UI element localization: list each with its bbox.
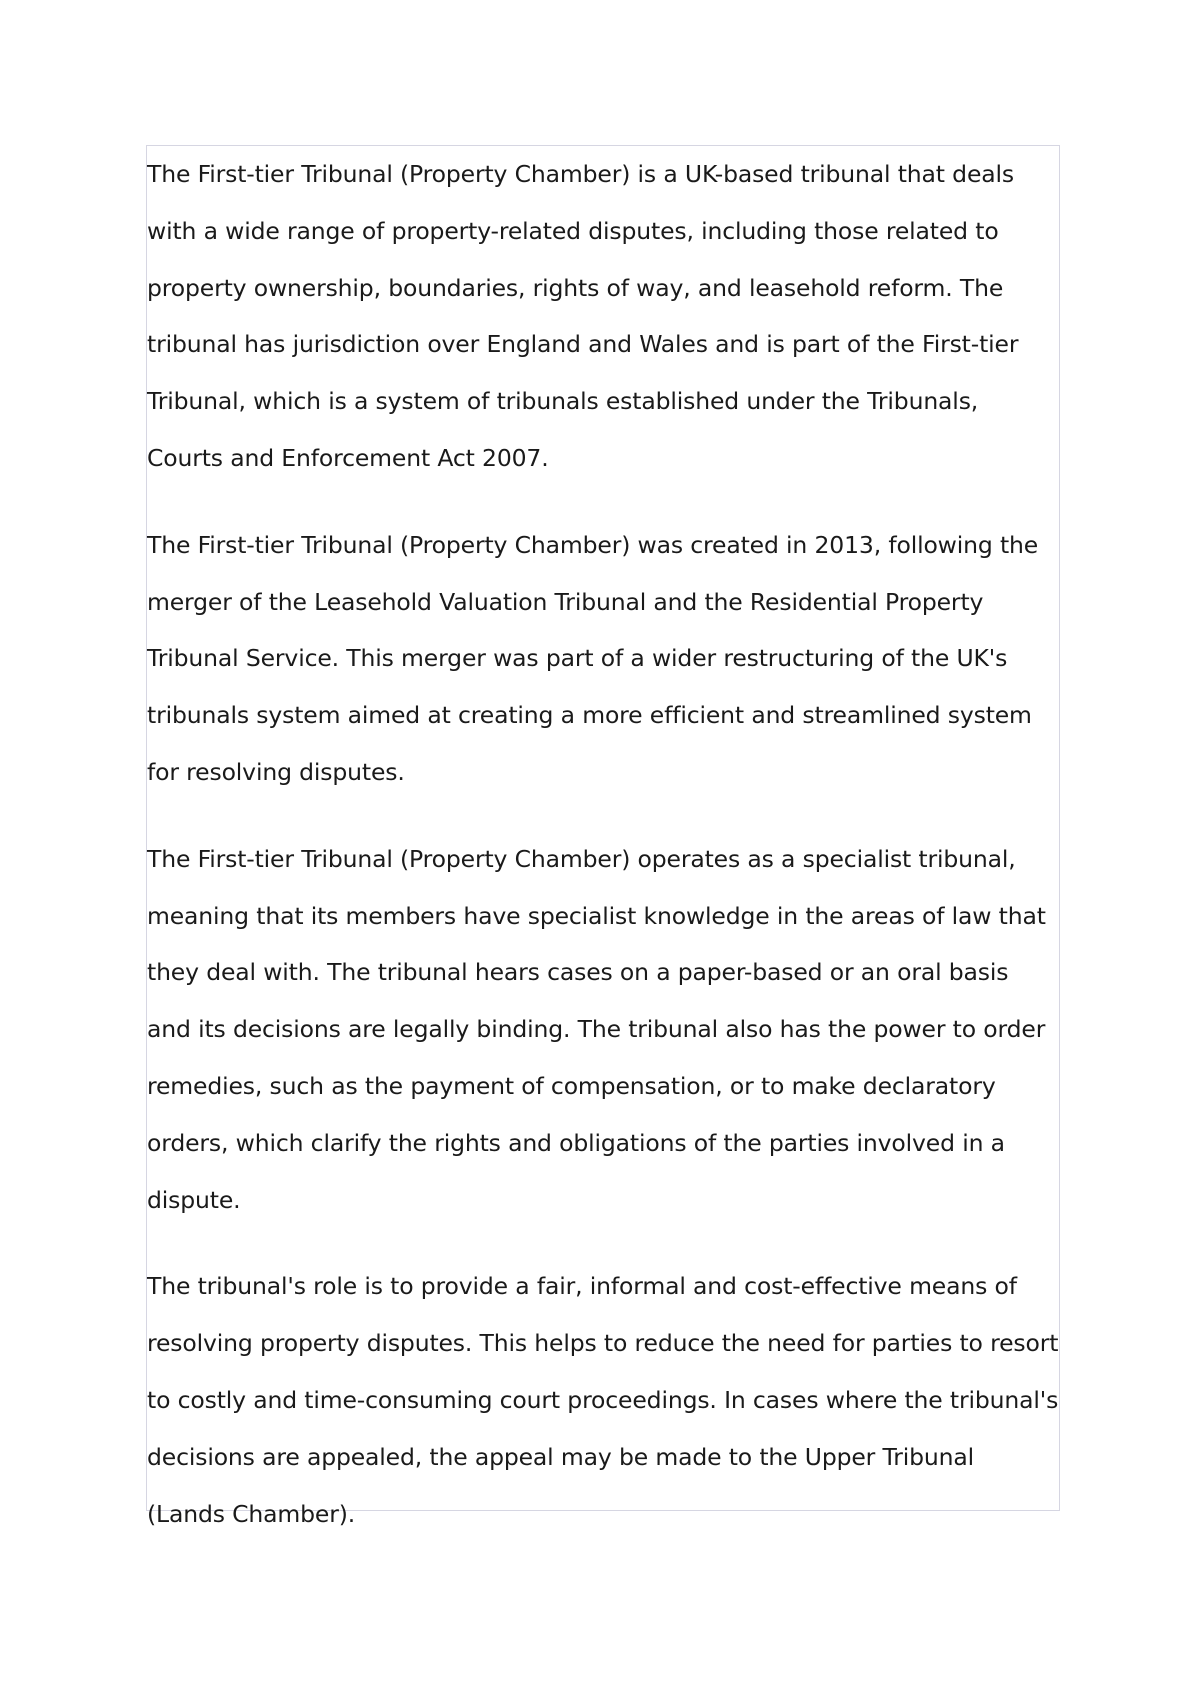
text-frame [146, 145, 1060, 1528]
paragraph-2: The First-tier Tribunal (Property Chamber) was created in 2013, following the merger of the Leasehold Valuation Tribunal and the Residential Property Tribunal Service. This merger was part of a wider restructuring of the UK's tribunals system aimed at creating a more efficient and streamlined system for resolving disputes. [147, 530, 1039, 786]
paragraph-3: The First-tier Tribunal (Property Chamber) operates as a specialist tribunal, meaning that its members have specialist knowledge in the areas of law that they deal with. The tribunal hears cases on a paper-based or an oral basis and its decisions are legally binding. The tribunal also has the power to order remedies, such as the payment of compensation, or to make declaratory orders, which clarify the rights and obligations of the parties involved in a dispute. [147, 844, 1046, 1214]
paragraph-4: The tribunal's role is to provide a fair, informal and cost-effective means of resolving property disputes. This helps to reduce the need for parties to resort to costly and time-consuming court proceedings. In cases where the tribunal's decisions are appealed, the appeal may be made to the Upper Tribunal (Lands Chamber). [147, 1272, 1059, 1528]
paragraph-1: The First-tier Tribunal (Property Chamber) is a UK-based tribunal that deals with a wide range of property-related disputes, including those related to property ownership, boundaries, rights of way, and leasehold reform. The tribunal has jurisdiction over England and Wales and is part of the First-tier Tribunal, which is a system of tribunals established under the Tribunals, Courts and Enforcement Act 2007. [147, 160, 1019, 472]
